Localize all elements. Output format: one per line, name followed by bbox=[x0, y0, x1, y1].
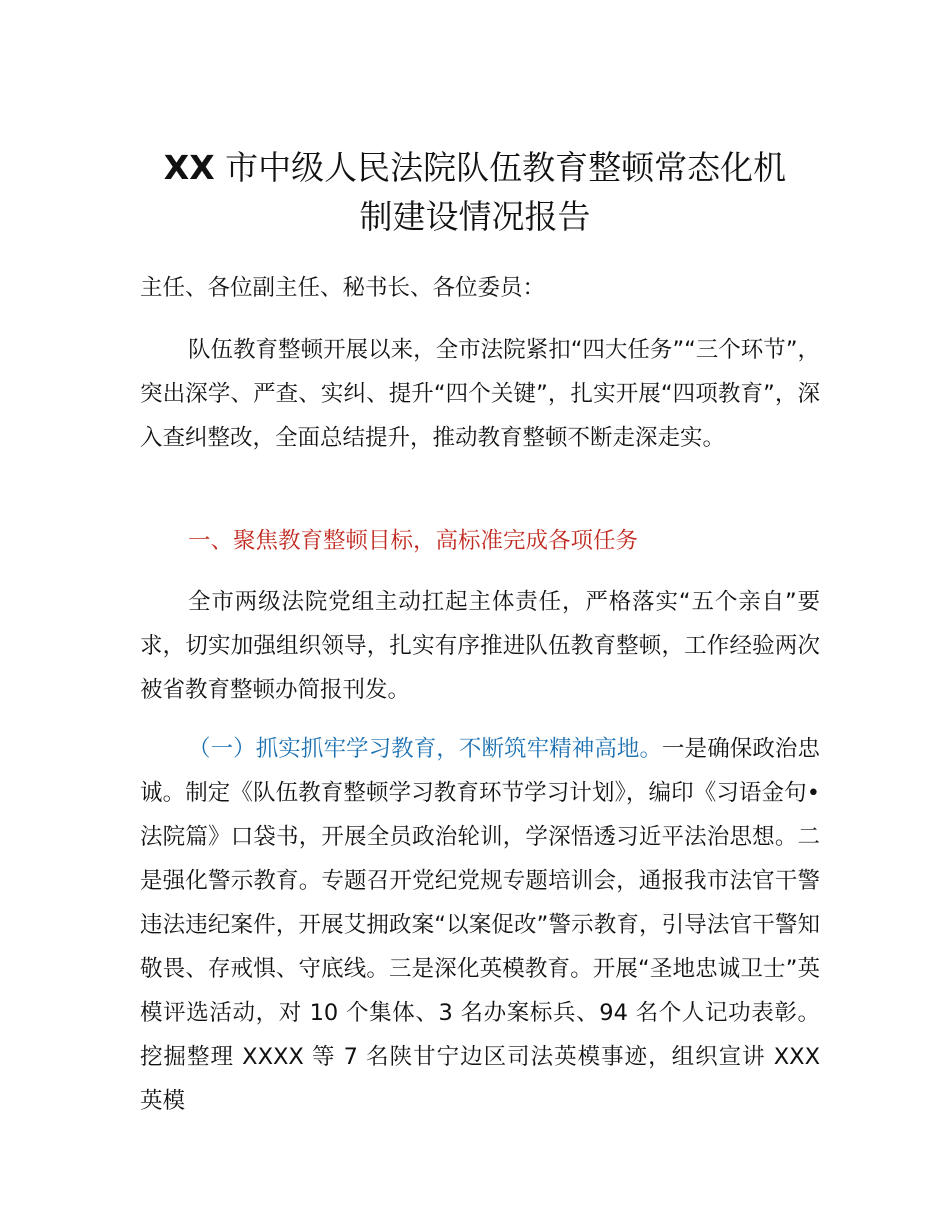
subsection-1-body: 一是确保政治忠诚。制定《队伍教育整顿学习教育环节学习计划》，编印《习语金句•法院篇》口袋书，开展全员政治轮训，学深悟透习近平法治思想。二是强化警示教育。专题召开党纪党规专题培训会，通报我市法官干警违法违纪案件，开展艾拥政案“以案促改”警示教育，引导法官干警知敬畏、存戒惧、守底线。三是深化英模教育。开展“圣地忠诚卫士”英模评选活动，对 10 个集体、3 名办案标兵、94 名个人记功表彰。挖掘整理 XXXX 等 7 名陕甘宁边区司法英模事迹，组织宣讲 XXX 英模 bbox=[140, 736, 820, 1114]
intro-paragraph: 队伍教育整顿开展以来，全市法院紧扣“四大任务”“三个环节”，突出深学、严查、实纠、提升“四个关键”，扎实开展“四项教育”，深入查纠整改，全面总结提升，推动教育整顿不断走深走实。 bbox=[140, 337, 820, 451]
subsection-1-heading: （一）抓实抓牢学习教育，不断筑牢精神高地。 bbox=[188, 736, 663, 762]
title-text-line-1: 市中级人民法院队伍教育整顿常态化机 bbox=[214, 148, 787, 187]
salutation: 主任、各位副主任、秘书长、各位委员： bbox=[140, 275, 546, 301]
section-1-heading: 一、聚焦教育整顿目标，高标准完成各项任务 bbox=[188, 528, 639, 554]
title-placeholder-city: XX bbox=[163, 148, 215, 187]
document-title-line-1 bbox=[100, 143, 850, 193]
section-1-paragraph: 全市两级法院党组主动扛起主体责任，严格落实“五个亲自”要求，切实加强组织领导，扎实有序推进队伍教育整顿，工作经验两次被省教育整顿办简报刊发。 bbox=[140, 589, 820, 703]
document-title-line-2: 制建设情况报告 bbox=[359, 197, 591, 236]
subsection-1-paragraph bbox=[140, 727, 820, 1123]
